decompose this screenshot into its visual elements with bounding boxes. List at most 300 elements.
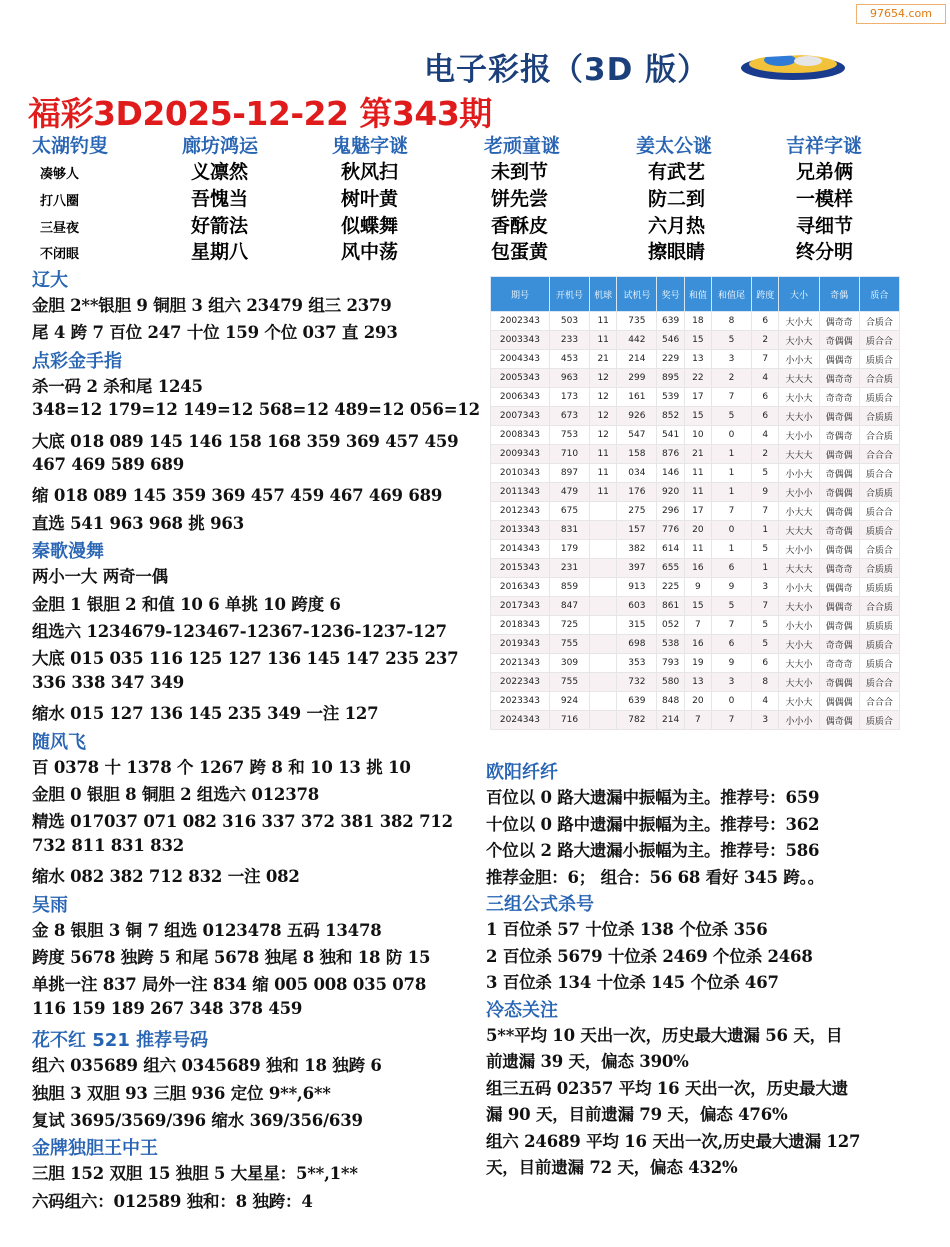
table-cell: 146 bbox=[657, 464, 684, 483]
table-cell: 大大小 bbox=[779, 673, 819, 692]
table-row bbox=[491, 312, 900, 331]
table-cell: 603 bbox=[617, 597, 657, 616]
table-cell: 831 bbox=[549, 521, 589, 540]
table-cell: 21 bbox=[590, 350, 617, 369]
table-cell: 859 bbox=[549, 578, 589, 597]
table-cell bbox=[590, 711, 617, 730]
table-cell: 2010343 bbox=[491, 464, 550, 483]
table-cell: 11 bbox=[590, 464, 617, 483]
table-header-cell: 大小 bbox=[779, 277, 819, 312]
table-cell: 偶奇偶 bbox=[819, 616, 859, 635]
riddle-author: 老顽童谜 bbox=[484, 135, 561, 157]
riddle-author: 鬼魅字谜 bbox=[332, 135, 409, 157]
table-cell: 15 bbox=[684, 407, 711, 426]
table-cell: 合合质 bbox=[859, 426, 899, 445]
section-line: 732 811 831 832 bbox=[32, 835, 185, 855]
table-cell: 6 bbox=[711, 635, 751, 654]
table-cell: 382 bbox=[617, 540, 657, 559]
table-cell: 2019343 bbox=[491, 635, 550, 654]
table-cell: 6 bbox=[752, 388, 779, 407]
table-row bbox=[491, 483, 900, 502]
riddle-answer: 终分明 bbox=[796, 241, 854, 263]
table-cell: 926 bbox=[617, 407, 657, 426]
table-cell: 897 bbox=[549, 464, 589, 483]
table-cell: 852 bbox=[657, 407, 684, 426]
table-cell: 453 bbox=[549, 350, 589, 369]
table-cell: 质合合 bbox=[859, 464, 899, 483]
table-cell: 179 bbox=[549, 540, 589, 559]
section-title: 点彩金手指 bbox=[32, 350, 122, 372]
riddle-clue: 打八圈 bbox=[40, 194, 80, 209]
table-cell: 大小大 bbox=[779, 312, 819, 331]
table-cell: 2 bbox=[752, 331, 779, 350]
section-line: 三胆 152 双胆 15 独胆 5 大星星：5**,1** bbox=[32, 1164, 358, 1184]
section-line: 漏 90 天，目前遗漏 79 天，偏态 476% bbox=[486, 1105, 788, 1124]
table-row bbox=[491, 540, 900, 559]
table-cell: 合质质 bbox=[859, 559, 899, 578]
table-cell: 2017343 bbox=[491, 597, 550, 616]
section-line: 前遗漏 39 天，偏态 390% bbox=[486, 1052, 689, 1071]
section-line: 5**平均 10 天出一次，历史最大遗漏 56 天，目 bbox=[486, 1025, 843, 1045]
table-cell: 753 bbox=[549, 426, 589, 445]
table-cell: 963 bbox=[549, 369, 589, 388]
table-cell: 1 bbox=[711, 540, 751, 559]
table-cell: 296 bbox=[657, 502, 684, 521]
table-row bbox=[491, 597, 900, 616]
table-cell: 755 bbox=[549, 635, 589, 654]
table-cell: 大小小 bbox=[779, 483, 819, 502]
table-cell: 698 bbox=[617, 635, 657, 654]
table-header-cell: 机球 bbox=[590, 277, 617, 312]
table-cell: 8 bbox=[711, 312, 751, 331]
table-cell: 偶奇偶 bbox=[819, 711, 859, 730]
site-watermark: 97654.com bbox=[856, 4, 946, 24]
table-cell: 奇奇偶 bbox=[819, 521, 859, 540]
table-cell: 397 bbox=[617, 559, 657, 578]
table-cell: 18 bbox=[684, 312, 711, 331]
table-cell: 合质合 bbox=[859, 312, 899, 331]
table-cell: 质质质 bbox=[859, 616, 899, 635]
riddle-clue: 凑够人 bbox=[40, 167, 80, 182]
table-cell: 580 bbox=[657, 673, 684, 692]
riddle-author: 廊坊鸿运 bbox=[182, 135, 259, 157]
table-cell: 11 bbox=[590, 483, 617, 502]
table-cell: 776 bbox=[657, 521, 684, 540]
table-cell: 7 bbox=[752, 350, 779, 369]
table-cell: 11 bbox=[684, 483, 711, 502]
table-cell: 6 bbox=[711, 559, 751, 578]
table-cell: 2014343 bbox=[491, 540, 550, 559]
section-line: 精选 017037 071 082 316 337 372 381 382 712 bbox=[32, 812, 453, 832]
table-cell: 1 bbox=[711, 445, 751, 464]
table-cell: 小大大 bbox=[779, 502, 819, 521]
riddle-answer: 香酥皮 bbox=[491, 215, 549, 237]
section-line: 金 8 银胆 3 铜 7 组选 0123478 五码 13478 bbox=[32, 920, 382, 940]
table-cell: 大小小 bbox=[779, 540, 819, 559]
table-cell: 小小大 bbox=[779, 350, 819, 369]
section-line: 缩水 082 382 712 832 一注 082 bbox=[32, 867, 300, 887]
riddle-answer: 吾愧当 bbox=[191, 188, 249, 210]
table-cell: 质质合 bbox=[859, 350, 899, 369]
table-cell: 861 bbox=[657, 597, 684, 616]
table-cell: 3 bbox=[752, 711, 779, 730]
table-cell: 11 bbox=[590, 312, 617, 331]
table-cell: 质质合 bbox=[859, 635, 899, 654]
section-line: 大底 015 035 116 125 127 136 145 147 235 237 bbox=[32, 649, 459, 669]
table-cell: 2004343 bbox=[491, 350, 550, 369]
table-row bbox=[491, 331, 900, 350]
table-cell: 小小大 bbox=[779, 578, 819, 597]
table-cell: 奇奇奇 bbox=[819, 388, 859, 407]
table-cell: 偶奇偶 bbox=[819, 502, 859, 521]
riddle-answer: 似蝶舞 bbox=[341, 215, 399, 237]
table-cell: 5 bbox=[752, 464, 779, 483]
table-cell: 442 bbox=[617, 331, 657, 350]
table-cell: 偶奇偶 bbox=[819, 445, 859, 464]
table-header-cell: 开机号 bbox=[549, 277, 589, 312]
section-title: 三组公式杀号 bbox=[486, 894, 594, 915]
table-cell: 合合合 bbox=[859, 445, 899, 464]
table-cell: 716 bbox=[549, 711, 589, 730]
table-cell: 876 bbox=[657, 445, 684, 464]
table-cell: 539 bbox=[657, 388, 684, 407]
table-cell: 合合质 bbox=[859, 597, 899, 616]
table-cell: 0 bbox=[711, 426, 751, 445]
table-cell: 1 bbox=[752, 521, 779, 540]
section-line: 百位以 0 路大遗漏中振幅为主。推荐号：659 bbox=[486, 788, 820, 807]
table-cell: 8 bbox=[752, 673, 779, 692]
table-cell bbox=[590, 559, 617, 578]
table-cell: 偶奇奇 bbox=[819, 369, 859, 388]
table-cell: 15 bbox=[684, 331, 711, 350]
section-line: 金胆 2**银胆 9 铜胆 3 组六 23479 组三 2379 bbox=[32, 296, 392, 315]
riddle-answer: 秋风扫 bbox=[341, 161, 399, 183]
table-cell: 732 bbox=[617, 673, 657, 692]
table-row bbox=[491, 350, 900, 369]
table-cell: 大大大 bbox=[779, 559, 819, 578]
table-cell: 奇奇偶 bbox=[819, 635, 859, 654]
table-cell bbox=[590, 654, 617, 673]
table-cell bbox=[590, 597, 617, 616]
table-cell: 大大大 bbox=[779, 521, 819, 540]
table-row bbox=[491, 369, 900, 388]
table-row bbox=[491, 445, 900, 464]
section-line: 缩 018 089 145 359 369 457 459 467 469 689 bbox=[32, 486, 443, 506]
table-row bbox=[491, 464, 900, 483]
table-header-cell: 和值 bbox=[684, 277, 711, 312]
table-cell: 7 bbox=[711, 388, 751, 407]
table-cell: 2 bbox=[711, 369, 751, 388]
table-row bbox=[491, 711, 900, 730]
section-line: 个位以 2 路大遗漏小振幅为主。推荐号：586 bbox=[486, 841, 820, 860]
table-cell: 0 bbox=[711, 692, 751, 711]
history-table bbox=[490, 276, 900, 730]
section-line: 复试 3695/3569/396 缩水 369/356/639 bbox=[32, 1111, 363, 1130]
issue-title: 福彩3D2025-12-22 第343期 bbox=[28, 94, 492, 133]
table-cell: 479 bbox=[549, 483, 589, 502]
section-line: 467 469 589 689 bbox=[32, 455, 185, 474]
section-line: 116 159 189 267 348 378 459 bbox=[32, 998, 303, 1018]
table-row bbox=[491, 673, 900, 692]
table-cell: 2011343 bbox=[491, 483, 550, 502]
section-line: 金胆 1 银胆 2 和值 10 6 单挑 10 跨度 6 bbox=[32, 594, 341, 614]
table-cell: 2016343 bbox=[491, 578, 550, 597]
table-cell: 大大小 bbox=[779, 597, 819, 616]
table-cell: 3 bbox=[752, 578, 779, 597]
table-cell: 大大大 bbox=[779, 369, 819, 388]
table-cell: 2023343 bbox=[491, 692, 550, 711]
table-cell: 16 bbox=[684, 559, 711, 578]
table-cell: 233 bbox=[549, 331, 589, 350]
table-cell: 158 bbox=[617, 445, 657, 464]
table-cell: 奇偶偶 bbox=[819, 483, 859, 502]
table-cell: 299 bbox=[617, 369, 657, 388]
section-line: 组六 24689 平均 16 天出一次,历史最大遗漏 127 bbox=[486, 1131, 861, 1151]
table-cell: 12 bbox=[590, 388, 617, 407]
table-cell bbox=[590, 692, 617, 711]
table-cell: 847 bbox=[549, 597, 589, 616]
table-cell: 11 bbox=[684, 464, 711, 483]
table-cell: 合合合 bbox=[859, 692, 899, 711]
table-cell: 848 bbox=[657, 692, 684, 711]
table-cell: 质合合 bbox=[859, 331, 899, 350]
riddle-answer: 饼先尝 bbox=[491, 188, 549, 210]
table-cell: 奇偶奇 bbox=[819, 426, 859, 445]
table-cell: 大大大 bbox=[779, 445, 819, 464]
table-cell: 9 bbox=[752, 483, 779, 502]
riddle-author: 太湖钓叟 bbox=[32, 135, 109, 157]
table-cell: 275 bbox=[617, 502, 657, 521]
table-cell: 10 bbox=[684, 426, 711, 445]
section-title: 随风飞 bbox=[32, 731, 86, 753]
table-cell: 小小大 bbox=[779, 464, 819, 483]
table-row bbox=[491, 388, 900, 407]
table-cell: 755 bbox=[549, 673, 589, 692]
table-cell: 合质质 bbox=[859, 483, 899, 502]
table-cell: 1 bbox=[711, 483, 751, 502]
table-cell: 17 bbox=[684, 388, 711, 407]
table-cell: 偶偶奇 bbox=[819, 597, 859, 616]
section-title: 辽大 bbox=[32, 270, 68, 291]
table-header-cell: 奇偶 bbox=[819, 277, 859, 312]
table-cell: 2012343 bbox=[491, 502, 550, 521]
section-line: 直选 541 963 968 挑 963 bbox=[32, 513, 244, 533]
table-cell: 2018343 bbox=[491, 616, 550, 635]
table-cell bbox=[590, 502, 617, 521]
table-cell: 315 bbox=[617, 616, 657, 635]
riddle-answer: 风中荡 bbox=[341, 241, 399, 263]
table-cell: 奇偶偶 bbox=[819, 331, 859, 350]
table-cell: 奇偶偶 bbox=[819, 673, 859, 692]
section-line: 十位以 0 路中遗漏中振幅为主。推荐号：362 bbox=[486, 814, 820, 834]
table-cell: 13 bbox=[684, 673, 711, 692]
table-cell: 13 bbox=[684, 350, 711, 369]
table-cell: 2 bbox=[752, 445, 779, 464]
table-cell: 3 bbox=[711, 673, 751, 692]
table-cell: 538 bbox=[657, 635, 684, 654]
table-cell: 11 bbox=[590, 445, 617, 464]
table-cell: 2002343 bbox=[491, 312, 550, 331]
table-cell: 19 bbox=[684, 654, 711, 673]
table-cell: 偶偶奇 bbox=[819, 578, 859, 597]
table-cell: 9 bbox=[711, 578, 751, 597]
section-line: 金胆 0 银胆 8 铜胆 2 组选六 012378 bbox=[32, 785, 320, 804]
table-cell: 大大小 bbox=[779, 654, 819, 673]
table-cell: 偶偶奇 bbox=[819, 350, 859, 369]
table-cell: 793 bbox=[657, 654, 684, 673]
table-cell: 895 bbox=[657, 369, 684, 388]
table-header-cell: 奖号 bbox=[657, 277, 684, 312]
table-cell: 16 bbox=[684, 635, 711, 654]
table-cell: 161 bbox=[617, 388, 657, 407]
table-row bbox=[491, 502, 900, 521]
table-cell: 7 bbox=[711, 711, 751, 730]
section-title: 金牌独胆王中王 bbox=[32, 1138, 158, 1160]
section-line: 组三五码 02357 平均 16 天出一次，历史最大遗 bbox=[486, 1078, 848, 1098]
table-cell: 173 bbox=[549, 388, 589, 407]
riddle-clue: 不闭眼 bbox=[40, 247, 80, 262]
riddle-author: 吉祥字谜 bbox=[786, 135, 863, 157]
table-cell: 小小小 bbox=[779, 711, 819, 730]
section-title: 冷态关注 bbox=[486, 999, 558, 1021]
table-cell: 11 bbox=[590, 331, 617, 350]
table-cell: 12 bbox=[590, 426, 617, 445]
riddle-answer: 未到节 bbox=[491, 161, 549, 183]
table-cell: 偶奇奇 bbox=[819, 559, 859, 578]
table-cell: 231 bbox=[549, 559, 589, 578]
table-cell: 2015343 bbox=[491, 559, 550, 578]
table-cell: 2007343 bbox=[491, 407, 550, 426]
table-cell: 5 bbox=[711, 597, 751, 616]
table-cell: 547 bbox=[617, 426, 657, 445]
table-cell: 20 bbox=[684, 521, 711, 540]
table-cell: 725 bbox=[549, 616, 589, 635]
table-cell: 353 bbox=[617, 654, 657, 673]
table-cell: 2021343 bbox=[491, 654, 550, 673]
riddle-answer: 防二到 bbox=[648, 188, 706, 210]
table-cell: 4 bbox=[752, 692, 779, 711]
riddle-answer: 有武艺 bbox=[648, 161, 706, 183]
table-cell: 614 bbox=[657, 540, 684, 559]
table-cell: 2006343 bbox=[491, 388, 550, 407]
table-cell: 9 bbox=[711, 654, 751, 673]
table-cell: 质质合 bbox=[859, 711, 899, 730]
table-cell bbox=[590, 578, 617, 597]
table-cell: 2003343 bbox=[491, 331, 550, 350]
table-cell: 214 bbox=[657, 711, 684, 730]
table-cell: 639 bbox=[657, 312, 684, 331]
section-line: 六码组六：012589 独和：8 独跨：4 bbox=[32, 1191, 313, 1211]
table-cell: 229 bbox=[657, 350, 684, 369]
table-header-cell: 质合 bbox=[859, 277, 899, 312]
table-cell: 541 bbox=[657, 426, 684, 445]
table-row bbox=[491, 616, 900, 635]
riddle-clue: 三昼夜 bbox=[40, 221, 80, 236]
table-cell: 2005343 bbox=[491, 369, 550, 388]
riddle-answer: 寻细节 bbox=[796, 215, 854, 237]
riddle-answer: 好箭法 bbox=[191, 215, 249, 237]
section-line: 推荐金胆：6； 组合：56 68 看好 345 跨。。 bbox=[486, 867, 824, 887]
table-cell: 5 bbox=[752, 540, 779, 559]
table-cell: 奇偶偶 bbox=[819, 464, 859, 483]
riddle-answer: 包蛋黄 bbox=[491, 241, 549, 263]
section-line: 组六 035689 组六 0345689 独和 18 独跨 6 bbox=[32, 1056, 382, 1076]
table-cell: 7 bbox=[684, 616, 711, 635]
section-title: 吴雨 bbox=[32, 894, 68, 916]
table-cell: 639 bbox=[617, 692, 657, 711]
table-header-cell: 跨度 bbox=[752, 277, 779, 312]
table-cell: 4 bbox=[752, 369, 779, 388]
table-cell: 合合质 bbox=[859, 369, 899, 388]
section-line: 天，目前遗漏 72 天，偏态 432% bbox=[486, 1158, 738, 1177]
table-cell: 20 bbox=[684, 692, 711, 711]
table-cell: 546 bbox=[657, 331, 684, 350]
table-cell: 0 bbox=[711, 521, 751, 540]
table-cell: 大小大 bbox=[779, 388, 819, 407]
table-cell: 21 bbox=[684, 445, 711, 464]
riddle-answer: 树叶黄 bbox=[341, 188, 399, 210]
table-cell: 质合合 bbox=[859, 673, 899, 692]
table-cell: 奇奇奇 bbox=[819, 654, 859, 673]
table-cell: 920 bbox=[657, 483, 684, 502]
newspaper-title: 电子彩报（3D 版） bbox=[424, 52, 710, 88]
table-cell: 214 bbox=[617, 350, 657, 369]
riddle-answer: 六月热 bbox=[648, 215, 706, 237]
table-cell: 17 bbox=[684, 502, 711, 521]
table-cell: 12 bbox=[590, 407, 617, 426]
table-cell: 偶偶偶 bbox=[819, 692, 859, 711]
table-cell: 034 bbox=[617, 464, 657, 483]
section-line: 两小一大 两奇一偶 bbox=[32, 567, 168, 587]
section-line: 大底 018 089 145 146 158 168 359 369 457 459 bbox=[32, 431, 459, 451]
table-cell: 12 bbox=[590, 369, 617, 388]
table-cell: 5 bbox=[711, 407, 751, 426]
table-row bbox=[491, 635, 900, 654]
table-cell bbox=[590, 635, 617, 654]
table-cell: 质质合 bbox=[859, 654, 899, 673]
riddle-answer: 一模样 bbox=[796, 188, 854, 210]
table-cell: 偶奇偶 bbox=[819, 407, 859, 426]
table-cell bbox=[590, 540, 617, 559]
table-cell: 3 bbox=[711, 350, 751, 369]
lottery-logo-image bbox=[738, 40, 848, 84]
table-cell: 052 bbox=[657, 616, 684, 635]
riddle-answer: 义凛然 bbox=[191, 161, 249, 183]
table-row bbox=[491, 692, 900, 711]
section-line: 百 0378 十 1378 个 1267 跨 8 和 10 13 挑 10 bbox=[32, 757, 411, 777]
section-title: 欧阳纤纤 bbox=[486, 762, 558, 783]
table-cell: 大小大 bbox=[779, 692, 819, 711]
table-cell: 2024343 bbox=[491, 711, 550, 730]
table-cell bbox=[590, 521, 617, 540]
table-cell: 合质合 bbox=[859, 540, 899, 559]
table-cell: 6 bbox=[752, 407, 779, 426]
table-cell: 924 bbox=[549, 692, 589, 711]
table-cell: 质质合 bbox=[859, 388, 899, 407]
section-line: 尾 4 跨 7 百位 247 十位 159 个位 037 直 293 bbox=[32, 323, 398, 343]
table-cell: 1 bbox=[711, 464, 751, 483]
table-row bbox=[491, 407, 900, 426]
section-line: 杀一码 2 杀和尾 1245 bbox=[32, 376, 203, 396]
table-row bbox=[491, 521, 900, 540]
table-cell: 质质质 bbox=[859, 578, 899, 597]
table-cell: 309 bbox=[549, 654, 589, 673]
table-header-cell: 和值尾 bbox=[711, 277, 751, 312]
table-cell: 7 bbox=[752, 597, 779, 616]
table-cell: 偶奇奇 bbox=[819, 312, 859, 331]
table-cell: 655 bbox=[657, 559, 684, 578]
table-cell: 合质质 bbox=[859, 407, 899, 426]
